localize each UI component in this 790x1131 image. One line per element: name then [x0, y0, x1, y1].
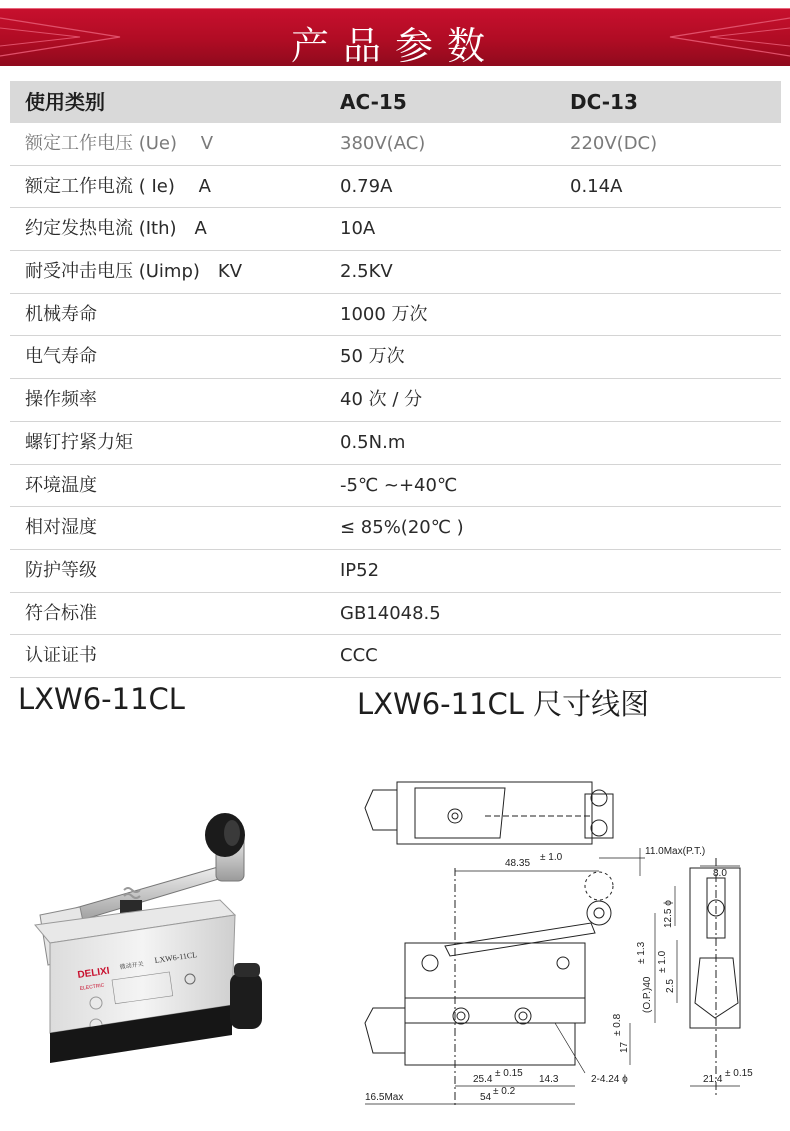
dim-21-4-tol: ± 0.15 [725, 1068, 753, 1079]
table-header-row [10, 81, 781, 123]
row-value-ac: 0.79A [340, 175, 393, 197]
table-row [10, 208, 781, 251]
header-category: 使用类别 [25, 90, 105, 114]
row-value: GB14048.5 [340, 602, 441, 624]
dim-17-tol: ± 0.8 [612, 1013, 623, 1036]
row-label: 操作频率 [25, 389, 97, 411]
dim-2-5: 2.5 [665, 979, 676, 993]
table-row [10, 251, 781, 294]
row-value: IP52 [340, 559, 380, 581]
row-label: 环境温度 [25, 474, 97, 496]
dim-8: 8.0 [713, 868, 727, 879]
label-brand: DELIXI [76, 965, 111, 981]
row-label: 防护等级 [25, 559, 97, 581]
row-value-ac: 380V(AC) [340, 133, 426, 154]
row-value: ≤ 85%(20℃ ) [340, 517, 464, 539]
row-value: CCC [340, 645, 378, 667]
dim-54-tol: ± 0.2 [493, 1086, 516, 1097]
label-name: 微动开关 [119, 960, 145, 971]
table-row [10, 336, 781, 379]
row-label: 螺钉拧紧力矩 [25, 431, 133, 453]
row-label: 机械寿命 [25, 303, 97, 325]
dim-17: 17 [619, 1041, 630, 1053]
table-row [10, 635, 781, 678]
dim-12-5: 12.5 ϕ [663, 900, 674, 928]
row-label: 耐受冲击电压 (Uimp) KV [25, 261, 243, 283]
dim-54: 54 [480, 1092, 492, 1103]
table-row [10, 422, 781, 465]
dim-25-4-tol: ± 0.15 [495, 1068, 523, 1079]
row-value-dc: 0.14A [570, 175, 623, 197]
dim-11max: 11.0Max(P.T.) [645, 846, 706, 857]
row-label: 额定工作电压 (Ue) V [25, 133, 214, 154]
table-row [10, 294, 781, 337]
page-title: 产品参数 [290, 24, 499, 66]
dim-16-5: 16.5Max [365, 1092, 404, 1103]
dimension-drawing [355, 768, 785, 1118]
row-label: 额定工作电流 ( Ie) A [25, 175, 211, 197]
row-value: 1000 万次 [340, 303, 428, 325]
dim-21-4: 21.4 [703, 1074, 723, 1085]
row-value: 2.5KV [340, 261, 393, 283]
row-value: -5℃ ~+40℃ [340, 474, 458, 496]
header-ac15: AC-15 [340, 90, 407, 114]
row-value: 10A [340, 218, 376, 240]
table-row [10, 166, 781, 209]
dim-op-tol: ± 1.3 [636, 941, 647, 964]
header-dc13: DC-13 [570, 90, 638, 114]
dim-48-tol: ± 1.0 [540, 852, 563, 863]
dim-14-3: 14.3 [539, 1074, 559, 1085]
dim-25-4: 25.4 [473, 1074, 493, 1085]
product-photo [20, 795, 320, 1075]
model-title: LXW6-11CL [18, 682, 185, 716]
label-model: LXW6-11CL [154, 950, 198, 965]
row-value-dc: 220V(DC) [570, 133, 658, 154]
row-label: 符合标准 [25, 602, 97, 624]
row-label: 约定发热电流 (Ith) A [25, 218, 207, 240]
row-value: 40 次 / 分 [340, 389, 423, 411]
dim-holes: 2-4.24 ϕ [591, 1074, 628, 1085]
label-brand-sub: ELECTRIC [79, 982, 105, 992]
row-label: 认证证书 [25, 645, 97, 667]
spec-table [10, 81, 781, 678]
row-value: 50 万次 [340, 346, 405, 368]
dim-48: 48.35 [505, 858, 531, 869]
table-row [10, 379, 781, 422]
row-label: 电气寿命 [25, 346, 97, 368]
table-row [10, 123, 781, 166]
table-row [10, 593, 781, 636]
dim-op: (O.P.)40 [642, 976, 653, 1013]
row-label: 相对湿度 [25, 517, 97, 539]
table-row [10, 507, 781, 550]
title-banner [0, 8, 790, 66]
drawing-title: LXW6-11CL 尺寸线图 [357, 687, 650, 721]
dim-2-5-tol: ± 1.0 [657, 950, 668, 973]
table-row [10, 550, 781, 593]
table-row [10, 465, 781, 508]
row-value: 0.5N.m [340, 431, 406, 453]
